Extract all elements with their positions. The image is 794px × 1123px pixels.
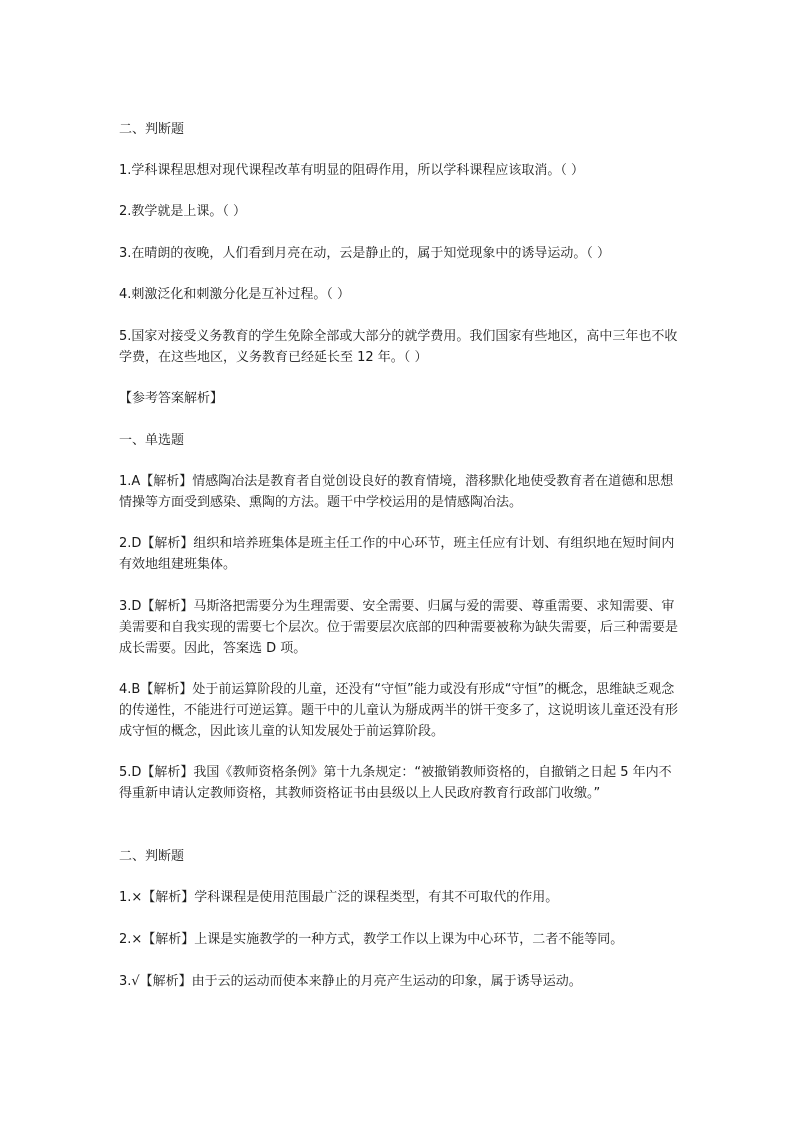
judge-answer-1: 1.×【解析】学科课程是使用范围最广泛的课程类型，有其不可取代的作用。 <box>119 890 559 905</box>
single-answer-1: 1.A【解析】情感陶冶法是教育者自觉创设良好的教育情境，潜移默化地使受教育者在道德和思想情操等方面受到感染、熏陶的方法。题干中学校运用的是情感陶冶法。 <box>119 474 674 510</box>
judge-answer-3: 3.√【解析】由于云的运动而使本来静止的月亮产生运动的印象，属于诱导运动。 <box>119 974 582 989</box>
answer-title: 【参考答案解析】 <box>119 391 224 406</box>
single-answer-3: 3.D【解析】马斯洛把需要分为生理需要、安全需要、归属与爱的需要、尊重需要、求知需要、审美需要和自我实现的需要七个层次。位于需要层次底部的四种需要被称为缺失需要，后三种需要是成长需要。因此，答案选 D 项。 <box>119 599 679 656</box>
question-5: 5.国家对接受义务教育的学生免除全部或大部分的就学费用。我们国家有些地区，高中三年也不收学费，在这些地区，义务教育已经延长至 12 年。（ ） <box>119 329 678 365</box>
section-heading-judge-answers: 二、判断题 <box>119 849 185 864</box>
judge-answer-2: 2.×【解析】上课是实施教学的一种方式，教学工作以上课为中心环节，二者不能等同。 <box>119 932 624 947</box>
question-1: 1.学科课程思想对现代课程改革有明显的阻碍作用，所以学科课程应该取消。（ ） <box>119 163 585 178</box>
single-answer-2: 2.D【解析】组织和培养班集体是班主任工作的中心环节，班主任应有计划、有组织地在短时间内有效地组建班集体。 <box>119 536 675 572</box>
single-answer-4: 4.B【解析】处于前运算阶段的儿童，还没有“守恒”能力或没有形成“守恒”的概念，思维缺乏观念的传递性，不能进行可逆运算。题干中的儿童认为掰成两半的饼干变多了，这说明该儿童还没有形成守恒的概念，因此该儿童的认知发展处于前运算阶段。 <box>119 682 679 739</box>
question-3: 3.在晴朗的夜晚，人们看到月亮在动，云是静止的，属于知觉现象中的诱导运动。（ ） <box>119 246 611 261</box>
section-heading-judge: 二、判断题 <box>119 122 185 137</box>
question-2: 2.教学就是上课。（ ） <box>119 204 247 219</box>
section-heading-single: 一、单选题 <box>119 433 185 448</box>
question-4: 4.刺激泛化和刺激分化是互补过程。（ ） <box>119 287 351 302</box>
single-answer-5: 5.D【解析】我国《教师资格条例》第十九条规定：“被撤销教师资格的，自撤销之日起 5 年内不得重新申请认定教师资格，其教师资格证书由县级以上人民政府教育行政部门收缴。” <box>119 765 672 801</box>
